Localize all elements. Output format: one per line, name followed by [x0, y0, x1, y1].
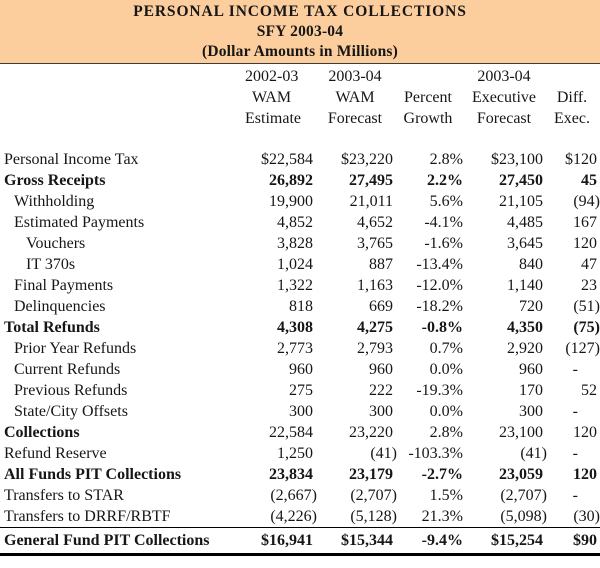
cell-wam-forecast: (2,707) — [350, 487, 397, 504]
cell-wam-estimate: (4,226) — [270, 508, 317, 525]
cell-wam-forecast: 3,765 — [357, 235, 393, 252]
row-label: Collections — [4, 424, 80, 441]
row-label: General Fund PIT Collections — [0, 528, 245, 555]
col-header-exec-label: Exec. — [554, 110, 590, 127]
cell-executive-forecast: 27,450 — [499, 172, 543, 189]
row-label: Prior Year Refunds — [14, 340, 137, 357]
cell-wam-estimate: 4,308 — [277, 319, 313, 336]
col-header-wam-estimate-source: WAM — [251, 89, 292, 106]
report-header-band — [0, 0, 600, 64]
table-row — [0, 506, 600, 528]
cell-diff-exec: - — [572, 487, 578, 504]
cell-diff-exec: (75) — [573, 319, 600, 336]
cell-executive-forecast: 4,350 — [507, 319, 543, 336]
cell-percent-growth: 2.8% — [429, 151, 463, 168]
col-header-growth-label: Growth — [403, 110, 453, 127]
table-row — [0, 359, 600, 380]
cell-executive-forecast: 840 — [519, 256, 543, 273]
header-spacer-cell — [0, 87, 245, 108]
cell-wam-estimate: 818 — [289, 298, 313, 315]
row-label: Withholding — [14, 193, 95, 210]
row-label: All Funds PIT Collections — [4, 466, 182, 483]
cell-executive-forecast: (2,707) — [500, 487, 547, 504]
row-label: Transfers to DRRF/RBTF — [4, 508, 171, 525]
table-header — [0, 64, 600, 149]
cell-executive-forecast: 2,920 — [507, 340, 543, 357]
header-row-year — [0, 64, 600, 87]
cell-diff-exec: (127) — [565, 340, 600, 357]
table-row — [0, 443, 600, 464]
cell-percent-growth: 0.0% — [429, 403, 463, 420]
cell-executive-forecast: 23,059 — [499, 466, 543, 483]
row-label: Personal Income Tax — [4, 151, 139, 168]
cell-wam-forecast: 4,275 — [357, 319, 393, 336]
cell-wam-estimate: 1,024 — [277, 256, 313, 273]
header-row-source — [0, 87, 600, 108]
cell-percent-growth: -1.6% — [424, 235, 463, 252]
table-row — [0, 528, 600, 555]
cell-wam-estimate: 1,250 — [277, 445, 313, 462]
cell-diff-exec: (30) — [573, 508, 600, 525]
table-row — [0, 380, 600, 401]
table-body — [0, 149, 600, 555]
cell-percent-growth: -103.3% — [408, 445, 463, 462]
cell-wam-forecast: 960 — [369, 361, 393, 378]
table-row — [0, 275, 600, 296]
cell-wam-estimate: 3,828 — [277, 235, 313, 252]
cell-executive-forecast: 960 — [519, 361, 543, 378]
cell-percent-growth: -2.7% — [421, 466, 463, 483]
cell-percent-growth: 0.0% — [429, 361, 463, 378]
cell-wam-forecast: (5,128) — [350, 508, 397, 525]
row-label: Vouchers — [26, 235, 86, 252]
report-title: PERSONAL INCOME TAX COLLECTIONS — [133, 3, 467, 20]
cell-diff-exec: $120 — [565, 151, 597, 168]
row-label: Transfers to STAR — [4, 487, 124, 504]
cell-diff-exec: 52 — [581, 382, 597, 399]
cell-wam-forecast: $23,220 — [341, 151, 393, 168]
cell-wam-estimate: 1,322 — [277, 277, 313, 294]
cell-wam-estimate: 19,900 — [269, 193, 313, 210]
cell-diff-exec: 23 — [581, 277, 597, 294]
cell-wam-estimate: 275 — [289, 382, 313, 399]
table-row — [0, 212, 600, 233]
col-header-wam-estimate-year: 2002-03 — [245, 68, 299, 85]
table-row — [0, 485, 600, 506]
cell-wam-estimate: (2,667) — [270, 487, 317, 504]
cell-executive-forecast: 3,645 — [507, 235, 543, 252]
col-header-percent-year — [398, 64, 468, 87]
row-label: Delinquencies — [14, 298, 106, 315]
table-row — [0, 296, 600, 317]
cell-wam-estimate: $16,941 — [245, 528, 318, 555]
cell-diff-exec: 167 — [573, 214, 597, 231]
header-row-kind — [0, 108, 600, 149]
row-label: Gross Receipts — [4, 172, 106, 189]
cell-wam-forecast: 300 — [369, 403, 393, 420]
cell-wam-forecast: 4,652 — [357, 214, 393, 231]
cell-percent-growth: 21.3% — [421, 508, 463, 525]
row-label: State/City Offsets — [14, 403, 128, 420]
cell-executive-forecast: 21,105 — [499, 193, 543, 210]
cell-percent-growth: -12.0% — [416, 277, 463, 294]
row-label: Current Refunds — [14, 361, 121, 378]
cell-diff-exec: 45 — [581, 172, 597, 189]
cell-wam-forecast: 23,220 — [349, 424, 393, 441]
table-row — [0, 149, 600, 170]
col-header-diff-year — [548, 64, 600, 87]
row-label: IT 370s — [26, 256, 76, 273]
cell-diff-exec: 120 — [573, 235, 597, 252]
cell-diff-exec: - — [572, 445, 578, 462]
cell-wam-estimate: 960 — [289, 361, 313, 378]
cell-wam-estimate: 26,892 — [269, 172, 313, 189]
report-subtitle: SFY 2003-04 — [256, 23, 344, 40]
cell-percent-growth: -13.4% — [416, 256, 463, 273]
cell-wam-forecast: 27,495 — [349, 172, 393, 189]
cell-percent-growth: -4.1% — [424, 214, 463, 231]
cell-wam-forecast: (41) — [370, 445, 397, 462]
row-label: Final Payments — [14, 277, 114, 294]
cell-executive-forecast: 4,485 — [507, 214, 543, 231]
row-label: Estimated Payments — [14, 214, 145, 231]
cell-executive-forecast: 300 — [519, 403, 543, 420]
cell-executive-forecast: 170 — [519, 382, 543, 399]
table-row — [0, 422, 600, 443]
header-spacer-cell — [0, 64, 245, 87]
cell-diff-exec: (94) — [573, 193, 600, 210]
cell-wam-forecast: 21,011 — [349, 193, 393, 210]
col-header-wam-estimate-kind: Estimate — [245, 110, 301, 127]
table-row — [0, 338, 600, 359]
cell-wam-forecast: 1,163 — [357, 277, 393, 294]
col-header-wam-forecast-source: WAM — [335, 89, 375, 106]
cell-diff-exec: - — [572, 403, 578, 420]
cell-executive-forecast: $23,100 — [491, 151, 543, 168]
cell-wam-forecast: 2,793 — [357, 340, 393, 357]
row-label: Refund Reserve — [4, 445, 107, 462]
cell-wam-forecast: 887 — [369, 256, 393, 273]
cell-executive-forecast: 23,100 — [499, 424, 543, 441]
cell-diff-exec: 47 — [581, 256, 597, 273]
table-row — [0, 401, 600, 422]
cell-executive-forecast: 720 — [519, 298, 543, 315]
col-header-executive-kind: Forecast — [476, 110, 532, 127]
header-spacer-cell — [0, 108, 245, 149]
table-row — [0, 233, 600, 254]
cell-wam-forecast: 222 — [369, 382, 393, 399]
cell-diff-exec: 120 — [573, 466, 597, 483]
cell-wam-estimate: 300 — [289, 403, 313, 420]
col-header-executive-year: 2003-04 — [477, 68, 531, 85]
cell-percent-growth: 2.2% — [427, 172, 463, 189]
pit-collections-table — [0, 64, 600, 556]
table-row — [0, 254, 600, 275]
cell-percent-growth: 0.7% — [429, 340, 463, 357]
table-row — [0, 191, 600, 212]
cell-percent-growth: -0.8% — [421, 319, 463, 336]
cell-wam-estimate: 4,852 — [277, 214, 313, 231]
report-units-note: (Dollar Amounts in Millions) — [201, 43, 399, 60]
cell-wam-forecast: 23,179 — [349, 466, 393, 483]
cell-wam-estimate: 2,773 — [277, 340, 313, 357]
col-header-executive-label: Executive — [472, 89, 536, 106]
cell-wam-forecast: $15,344 — [318, 528, 398, 555]
table-row — [0, 170, 600, 191]
cell-executive-forecast: 1,140 — [507, 277, 543, 294]
cell-diff-exec: 120 — [573, 424, 597, 441]
cell-percent-growth: -18.2% — [416, 298, 463, 315]
cell-executive-forecast: $15,254 — [468, 528, 548, 555]
cell-executive-forecast: (5,098) — [500, 508, 547, 525]
cell-percent-growth: -9.4% — [398, 528, 468, 555]
cell-diff-exec: - — [572, 361, 578, 378]
cell-wam-estimate: $22,584 — [261, 151, 313, 168]
col-header-percent-label: Percent — [404, 89, 452, 106]
cell-wam-estimate: 23,834 — [269, 466, 313, 483]
cell-wam-forecast: 669 — [369, 298, 393, 315]
cell-diff-exec: (51) — [573, 298, 600, 315]
cell-diff-exec: $90 — [548, 528, 600, 555]
col-header-wam-forecast-kind: Forecast — [327, 110, 383, 127]
cell-percent-growth: -19.3% — [416, 382, 463, 399]
col-header-wam-forecast-year: 2003-04 — [328, 68, 382, 85]
cell-wam-estimate: 22,584 — [269, 424, 313, 441]
cell-executive-forecast: (41) — [520, 445, 547, 462]
cell-percent-growth: 2.8% — [429, 424, 463, 441]
col-header-diff-label: Diff. — [556, 89, 588, 106]
table-row — [0, 464, 600, 485]
row-label: Total Refunds — [4, 319, 100, 336]
table-row — [0, 317, 600, 338]
row-label: Previous Refunds — [14, 382, 128, 399]
cell-percent-growth: 1.5% — [429, 487, 463, 504]
cell-percent-growth: 5.6% — [429, 193, 463, 210]
